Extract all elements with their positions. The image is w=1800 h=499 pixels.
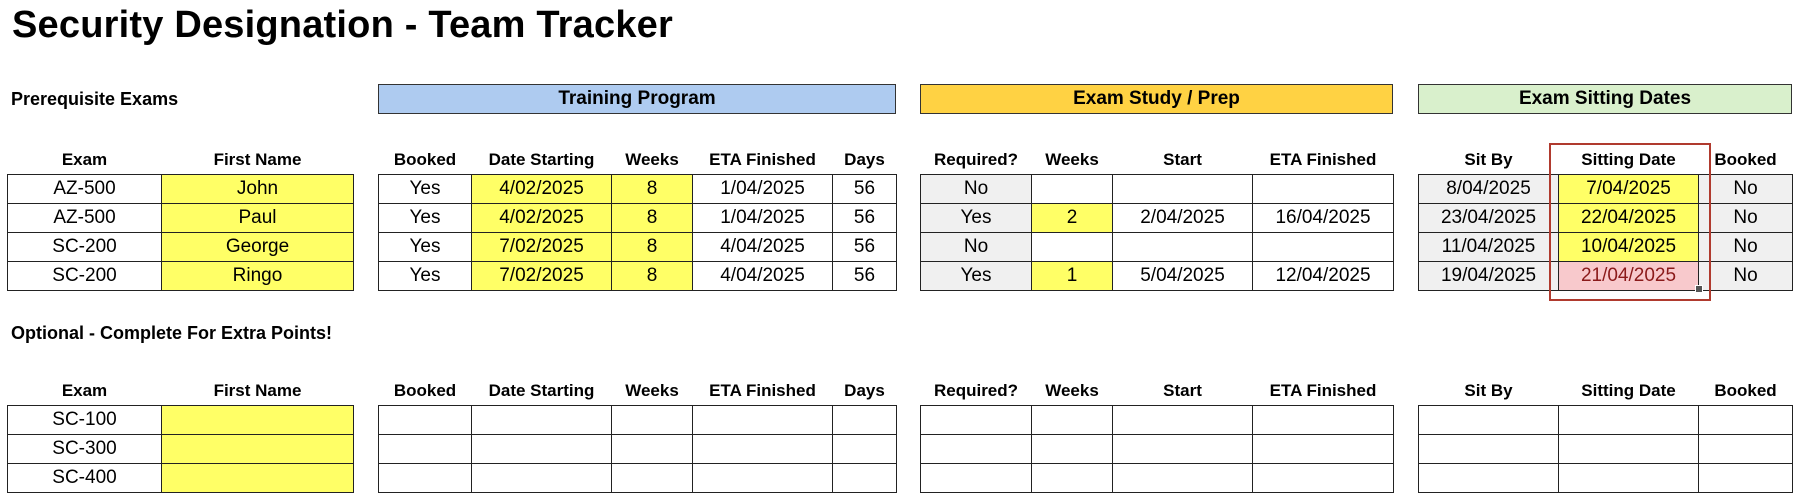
header-weeks: Weeks: [625, 149, 679, 169]
cell-date-starting[interactable]: 4/02/2025: [472, 175, 612, 204]
cell-first-name[interactable]: Ringo: [162, 262, 354, 291]
cell-eta-finished[interactable]: [693, 435, 833, 464]
header-sit-by: Sit By: [1464, 380, 1513, 400]
header-booked: Booked: [393, 149, 457, 169]
table-row: [379, 233, 897, 262]
cell-weeks[interactable]: 8: [612, 262, 693, 291]
header-study-weeks: Weeks: [1045, 149, 1099, 169]
cell-required[interactable]: [921, 464, 1032, 493]
cell-sit-booked[interactable]: No: [1699, 204, 1793, 233]
optional-section-label: Optional - Complete For Extra Points!: [11, 323, 333, 343]
header-sitting-date: Sitting Date: [1581, 149, 1676, 169]
cell-sitting-date[interactable]: 10/04/2025: [1559, 233, 1699, 262]
cell-sit-by[interactable]: 11/04/2025: [1419, 233, 1559, 262]
cell-booked[interactable]: Yes: [379, 175, 472, 204]
cell-days[interactable]: 56: [833, 204, 897, 233]
optional-sitting-table: [1418, 376, 1793, 493]
header-sit-by: Sit By: [1464, 149, 1513, 169]
cell-sit-by[interactable]: [1419, 435, 1559, 464]
cell-sit-booked[interactable]: No: [1699, 262, 1793, 291]
cell-sit-by[interactable]: [1419, 464, 1559, 493]
cell-start[interactable]: [1113, 233, 1253, 262]
cell-first-name[interactable]: [162, 435, 354, 464]
cell-required[interactable]: No: [921, 233, 1032, 262]
cell-sit-booked[interactable]: [1699, 406, 1793, 435]
cell-required[interactable]: Yes: [921, 262, 1032, 291]
table-row: [921, 204, 1394, 233]
cell-booked[interactable]: Yes: [379, 204, 472, 233]
cell-booked[interactable]: Yes: [379, 262, 472, 291]
cell-start[interactable]: 2/04/2025: [1113, 204, 1253, 233]
training-program-band: Training Program: [378, 84, 896, 114]
header-sit-booked: Booked: [1714, 149, 1777, 169]
header-study-eta: ETA Finished: [1269, 380, 1377, 400]
table-row: [379, 464, 897, 493]
prereq-study-table: [920, 145, 1394, 291]
header-start: Start: [1163, 149, 1202, 169]
cell-sit-by[interactable]: 23/04/2025: [1419, 204, 1559, 233]
cell-date-starting[interactable]: [472, 406, 612, 435]
header-weeks: Weeks: [625, 380, 679, 400]
cell-sit-by[interactable]: 8/04/2025: [1419, 175, 1559, 204]
table-row: [921, 175, 1394, 204]
table-row: [8, 233, 354, 262]
optional-exam-table: [7, 376, 354, 493]
cell-weeks[interactable]: [612, 435, 693, 464]
cell-sitting-date[interactable]: [1559, 406, 1699, 435]
table-row: [1419, 435, 1793, 464]
cell-sit-booked[interactable]: [1699, 435, 1793, 464]
table-row: [8, 435, 354, 464]
header-days: Days: [844, 380, 885, 400]
cell-exam[interactable]: AZ-500: [8, 175, 162, 204]
cell-sitting-date[interactable]: [1559, 464, 1699, 493]
cell-study-weeks[interactable]: 1: [1032, 262, 1113, 291]
header-days: Days: [844, 149, 885, 169]
cell-study-weeks[interactable]: 2: [1032, 204, 1113, 233]
cell-study-eta[interactable]: [1253, 406, 1394, 435]
table-row: [379, 204, 897, 233]
header-eta-finished: ETA Finished: [709, 149, 816, 169]
header-first-name: First Name: [213, 149, 302, 169]
table-row: [8, 262, 354, 291]
table-row: [379, 406, 897, 435]
table-row: [1419, 464, 1793, 493]
cell-first-name[interactable]: [162, 464, 354, 493]
cell-days[interactable]: [833, 464, 897, 493]
cell-first-name[interactable]: George: [162, 233, 354, 262]
cell-weeks[interactable]: 8: [612, 204, 693, 233]
cell-eta-finished[interactable]: [693, 406, 833, 435]
cell-required[interactable]: [921, 406, 1032, 435]
cell-eta-finished[interactable]: 4/04/2025: [693, 262, 833, 291]
table-row: [379, 175, 897, 204]
header-study-weeks: Weeks: [1045, 380, 1099, 400]
optional-training-table: [378, 376, 897, 493]
cell-sit-booked[interactable]: [1699, 464, 1793, 493]
cell-study-weeks[interactable]: [1032, 435, 1113, 464]
cell-booked[interactable]: [379, 406, 472, 435]
prereq-training-table: [378, 145, 897, 291]
cell-date-starting[interactable]: [472, 464, 612, 493]
cell-start[interactable]: [1113, 435, 1253, 464]
column-selection-outline: [1549, 143, 1711, 301]
cell-study-eta[interactable]: 16/04/2025: [1253, 204, 1394, 233]
cell-study-weeks[interactable]: [1032, 464, 1113, 493]
cell-weeks[interactable]: [612, 406, 693, 435]
table-row: [921, 233, 1394, 262]
header-exam: Exam: [61, 380, 108, 400]
cell-first-name[interactable]: [162, 406, 354, 435]
cell-weeks[interactable]: 8: [612, 233, 693, 262]
cell-required[interactable]: No: [921, 175, 1032, 204]
cell-study-eta[interactable]: 12/04/2025: [1253, 262, 1394, 291]
cell-eta-finished[interactable]: 1/04/2025: [693, 204, 833, 233]
header-study-eta: ETA Finished: [1269, 149, 1377, 169]
cell-study-eta[interactable]: [1253, 435, 1394, 464]
prereq-exam-table: [7, 145, 354, 291]
header-eta-finished: ETA Finished: [709, 380, 816, 400]
table-row: [1419, 406, 1793, 435]
table-row: [8, 406, 354, 435]
cell-days[interactable]: [833, 406, 897, 435]
table-row: [921, 464, 1394, 493]
cell-exam[interactable]: SC-300: [8, 435, 162, 464]
table-row: [8, 204, 354, 233]
cell-booked[interactable]: [379, 435, 472, 464]
cell-weeks[interactable]: [612, 464, 693, 493]
header-sit-booked: Booked: [1714, 380, 1777, 400]
table-row: [379, 262, 897, 291]
header-required: Required?: [933, 149, 1019, 169]
cell-sitting-date[interactable]: [1559, 435, 1699, 464]
cell-start[interactable]: [1113, 406, 1253, 435]
cell-study-weeks[interactable]: [1032, 406, 1113, 435]
prerequisite-section-label: Prerequisite Exams: [11, 89, 179, 109]
header-booked: Booked: [393, 380, 457, 400]
cell-days[interactable]: 56: [833, 233, 897, 262]
cell-first-name[interactable]: Paul: [162, 204, 354, 233]
cell-sitting-date[interactable]: 7/04/2025: [1559, 175, 1699, 204]
header-date-starting: Date Starting: [488, 149, 595, 169]
cell-exam[interactable]: SC-400: [8, 464, 162, 493]
cell-booked[interactable]: Yes: [379, 233, 472, 262]
table-row: [8, 464, 354, 493]
cell-start[interactable]: 5/04/2025: [1113, 262, 1253, 291]
cell-eta-finished[interactable]: 1/04/2025: [693, 175, 833, 204]
page-title: Security Designation - Team Tracker: [12, 4, 673, 46]
header-first-name: First Name: [213, 380, 302, 400]
cell-exam[interactable]: SC-200: [8, 262, 162, 291]
cell-sitting-date[interactable]: 21/04/2025: [1559, 262, 1699, 291]
cell-required[interactable]: Yes: [921, 204, 1032, 233]
cell-sit-by[interactable]: 19/04/2025: [1419, 262, 1559, 291]
table-row: [921, 435, 1394, 464]
header-start: Start: [1163, 380, 1202, 400]
header-date-starting: Date Starting: [488, 380, 595, 400]
cell-exam[interactable]: AZ-500: [8, 204, 162, 233]
cell-exam[interactable]: SC-100: [8, 406, 162, 435]
cell-eta-finished[interactable]: 4/04/2025: [693, 233, 833, 262]
header-exam: Exam: [61, 149, 108, 169]
cell-sit-booked[interactable]: No: [1699, 233, 1793, 262]
cell-sitting-date[interactable]: 22/04/2025: [1559, 204, 1699, 233]
table-row: [379, 435, 897, 464]
exam-study-band: Exam Study / Prep: [920, 84, 1393, 114]
cell-days[interactable]: 56: [833, 175, 897, 204]
cell-sit-booked[interactable]: No: [1699, 175, 1793, 204]
cell-required[interactable]: [921, 435, 1032, 464]
header-required: Required?: [933, 380, 1019, 400]
cell-study-weeks[interactable]: [1032, 233, 1113, 262]
cell-eta-finished[interactable]: [693, 464, 833, 493]
cell-booked[interactable]: [379, 464, 472, 493]
cell-study-eta[interactable]: [1253, 175, 1394, 204]
table-row: [921, 262, 1394, 291]
cell-days[interactable]: [833, 435, 897, 464]
cell-study-eta[interactable]: [1253, 464, 1394, 493]
table-row: [921, 406, 1394, 435]
header-sitting-date: Sitting Date: [1581, 380, 1676, 400]
cell-study-eta[interactable]: [1253, 233, 1394, 262]
optional-study-table: [920, 376, 1394, 493]
fill-handle[interactable]: [1695, 285, 1703, 293]
cell-weeks[interactable]: 8: [612, 175, 693, 204]
cell-date-starting[interactable]: [472, 435, 612, 464]
cell-date-starting[interactable]: 4/02/2025: [472, 204, 612, 233]
cell-date-starting[interactable]: 7/02/2025: [472, 262, 612, 291]
cell-start[interactable]: [1113, 175, 1253, 204]
cell-days[interactable]: 56: [833, 262, 897, 291]
cell-start[interactable]: [1113, 464, 1253, 493]
cell-sit-by[interactable]: [1419, 406, 1559, 435]
cell-study-weeks[interactable]: [1032, 175, 1113, 204]
exam-sitting-band: Exam Sitting Dates: [1418, 84, 1792, 114]
cell-date-starting[interactable]: 7/02/2025: [472, 233, 612, 262]
cell-exam[interactable]: SC-200: [8, 233, 162, 262]
cell-first-name[interactable]: John: [162, 175, 354, 204]
table-row: [8, 175, 354, 204]
